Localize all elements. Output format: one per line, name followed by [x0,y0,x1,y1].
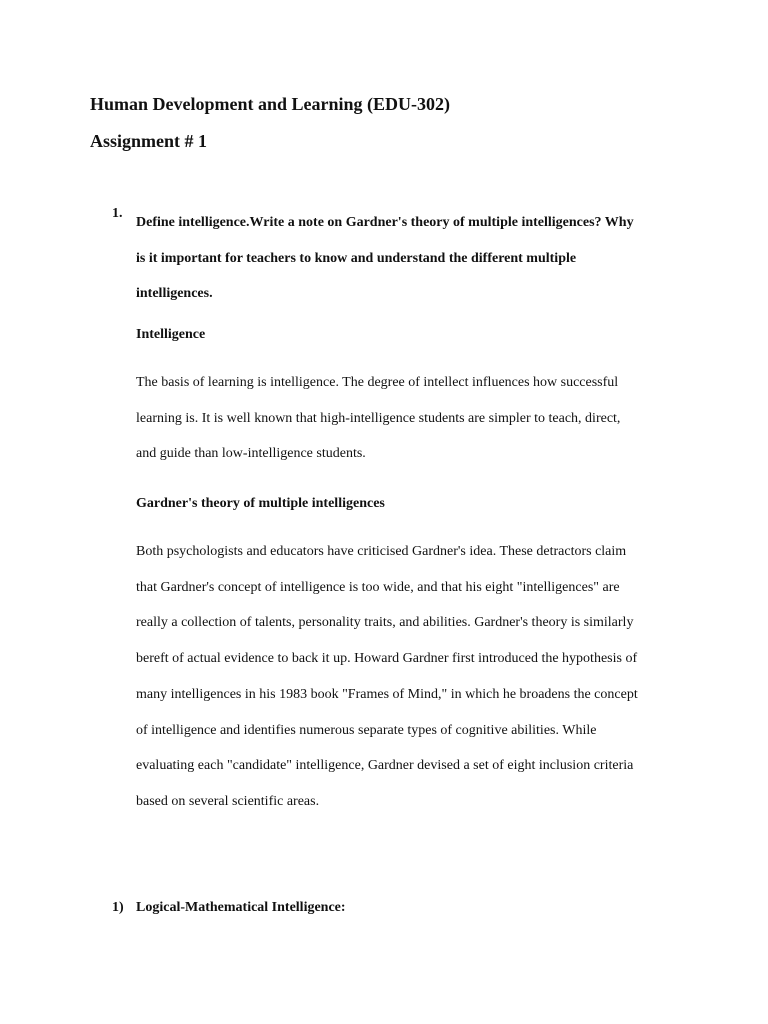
paragraph-line: of intelligence and identifies numerous separate types of cognitive abilities. While [136,722,597,738]
question-line: intelligences. [136,286,213,301]
section-paragraph-intelligence [136,365,696,472]
question-line: Define intelligence.Write a note on Gardner's theory of multiple intelligences? Why [136,215,634,230]
paragraph-line: based on several scientific areas. [136,793,320,809]
paragraph-line: Both psychologists and educators have criticised Gardner's idea. These detractors claim [136,544,627,559]
section-paragraph-gardner [136,534,696,820]
paragraph-line: and guide than low-intelligence students. [136,446,366,462]
paragraph-line: that Gardner's concept of intelligence is too wide, and that his eight "intelligences" are [136,579,620,595]
question-text [136,205,676,312]
paragraph-line: bereft of actual evidence to back it up. Howard Gardner first introduced the hypothesis of [136,651,638,667]
paragraph-line: many intelligences in his 1983 book "Frames of Mind," in which he broadens the concept [136,686,638,702]
section-heading-intelligence: Intelligence [136,327,206,342]
assignment-title: Assignment # 1 [90,131,208,151]
section-heading-gardner: Gardner's theory of multiple intelligences [136,496,385,511]
paragraph-line: The basis of learning is intelligence. The degree of intellect influences how successful [136,375,619,390]
question-line: is it important for teachers to know and understand the different multiple [136,250,577,266]
question-number: 1. [112,206,123,221]
paragraph-line: really a collection of talents, personality traits, and abilities. Gardner's theory is similarly [136,615,634,631]
paragraph-line: learning is. It is well known that high-intelligence students are simpler to teach, direct, [136,410,621,426]
list-item-heading: Logical-Mathematical Intelligence: [136,900,346,915]
course-title: Human Development and Learning (EDU-302) [90,94,451,114]
list-item-number: 1) [112,900,124,915]
paragraph-line: evaluating each "candidate" intelligence, Gardner devised a set of eight inclusion criteria [136,758,634,774]
